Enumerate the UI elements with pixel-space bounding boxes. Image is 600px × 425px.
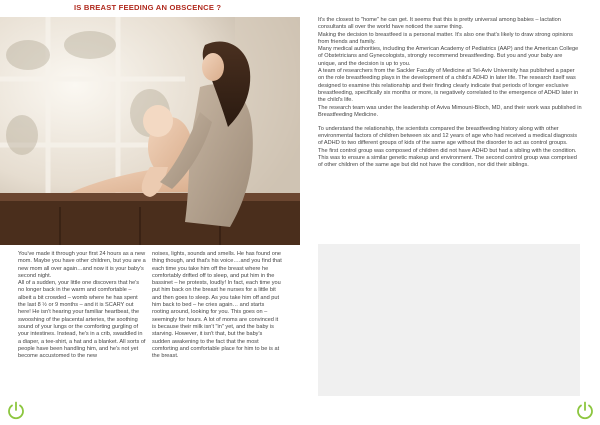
left-paragraph: All of a sudden, your little one discovers that he's no longer back in the warm and comfortable – albeit a bit crowded – womb where he has spent the last 8 ½ or 9 months – and it is SCARY out here! He isn't hearing your familiar heartbeat, the swooshing of the placental arteries, the soothing sound of your lungs or the comforting gurgling of your intestines. Instead, he's in a crib, swaddled in a diaper, a tee-shirt, a hat and a blanket. All sorts of people have been handling him, and he's not yet become accustomed to the new <box>18 280 146 360</box>
power-icon[interactable] <box>6 400 26 420</box>
power-icon[interactable] <box>575 400 595 420</box>
right-column-text <box>318 17 582 169</box>
mother-breastfeeding-photo <box>0 17 300 245</box>
right-paragraph: A team of researchers from the Sackler Faculty of Medicine at Tel-Aviv University has published a paper on the role breastfeeding plays in the development of a child's ADHD in later life. The research itself was designed to examine this relationship and their finding clearly indicate that periods of longer exclusive breastfeeding, specifically six months or more, is negatively correlated to the emergence of ADHD later in the child's life. <box>318 68 579 104</box>
left-column-text <box>18 251 146 360</box>
left-paragraph: You've made it through your first 24 hours as a new mom. Maybe you have other children, but you are a new mom all over again…and now it is your baby's second night. <box>18 251 146 279</box>
grey-panel <box>318 244 580 396</box>
right-paragraph: It's the closest to "home" he can get. It seems that this is pretty universal among babies – lactation consultants all over the world have noticed the same thing. <box>318 17 561 31</box>
right-paragraph: Making the decision to breastfeed is a personal matter. It's also one that's likely to draw strong opinions from friends and family. <box>318 31 573 45</box>
right-paragraph: The first control group was composed of children did not have ADHD but had a sibling with the condition. This was to ensure a similar genetic makeup and environment. The second control group was comprised of other children of the same age but did not have the condition, nor did their siblings. <box>318 147 577 169</box>
photo-illustration <box>0 17 300 245</box>
right-paragraph: Many medical authorities, including the American Academy of Pediatrics (AAP) and the American College of Obstetricians and Gynecologists, strongly recommend breastfeeding. But you and your baby are unique, and the decision is up to you. <box>318 46 579 67</box>
middle-paragraph: noises, lights, sounds and smells. He has found one thing though, and that's his voice….and you find that each time you take him off the breast where he comfortably drifted off to sleep, and put him in the bassinet – he protests, loudly! In fact, each time you put him back on the breast he nurses for a little bit and then goes to sleep. As you take him off and put him back to bed – he cries again… and starts rooting around, looking for you. This goes on – seemingly for hours. A lot of moms are convinced it is because their milk isn't "in" yet, and the baby is starving. However, it isn't that, but the baby's sudden awakening to the fact that the most comforting and comfortable place for him to be is at the breast. <box>152 251 282 360</box>
middle-column-text <box>152 251 282 360</box>
article-title: IS BREAST FEEDING AN OBSCENCE ? <box>74 3 222 12</box>
right-paragraph: To understand the relationship, the scientists compared the breastfeeding history along with other environmental factors of children between six and 12 years of age who had received a medical diagnosis of ADHD to two different groups of kids of the same age without the disorder to act as control groups. <box>318 125 578 147</box>
right-paragraph: The research team was under the leadership of Aviva Mimouni-Bloch, MD, and their work was published in Breastfeeding Medicine. <box>318 104 582 118</box>
